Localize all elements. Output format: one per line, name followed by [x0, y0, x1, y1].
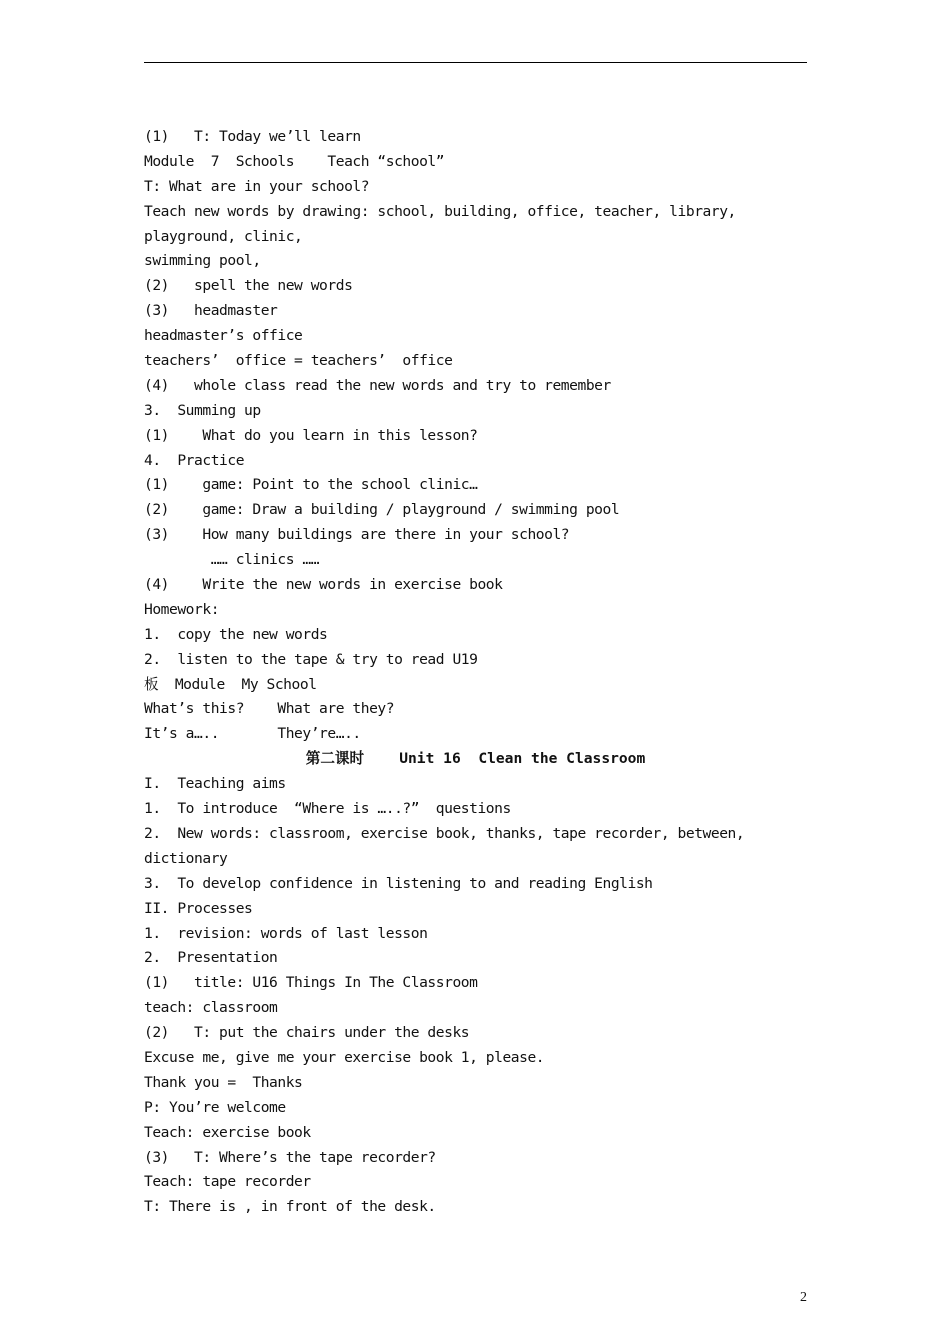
text-line: 2. listen to the tape & try to read U19	[144, 650, 478, 668]
text-line: 4. Practice	[144, 451, 245, 469]
text-line: Teach new words by drawing: school, building, office, teacher, library,	[144, 202, 736, 220]
text-line: 1. revision: words of last lesson	[144, 924, 428, 942]
text-line: 3. Summing up	[144, 401, 261, 419]
text-line: (1) game: Point to the school clinic…	[144, 476, 478, 494]
document-body	[144, 125, 807, 1220]
text-line: 3. To develop confidence in listening to and reading English	[144, 874, 653, 892]
text-line: swimming pool,	[144, 252, 261, 270]
text-line: I. Teaching aims	[144, 775, 286, 793]
text-line: Excuse me, give me your exercise book 1, please.	[144, 1048, 545, 1066]
text-line: teachers’ office = teachers’ office	[144, 352, 453, 370]
text-line: Homework:	[144, 600, 220, 618]
text-line: (1) title: U16 Things In The Classroom	[144, 974, 478, 992]
text-line: II. Processes	[144, 899, 253, 917]
text-line: (1) T: Today we’ll learn	[144, 128, 361, 145]
text-line: …… clinics ……	[144, 551, 320, 569]
header-rule	[144, 62, 807, 63]
text-line: T: There is , in front of the desk.	[144, 1198, 436, 1216]
text-line: Teach: tape recorder	[144, 1173, 311, 1191]
text-line: Module 7 Schools Teach “school”	[144, 152, 445, 170]
text-line: What’s this? What are they?	[144, 700, 395, 718]
text-line: (2) spell the new words	[144, 277, 353, 295]
text-line: 板 Module My School	[144, 675, 317, 693]
text-line: (2) T: put the chairs under the desks	[144, 1024, 470, 1042]
text-line: (3) headmaster	[144, 302, 278, 320]
text-line: It’s a….. They’re…..	[144, 725, 361, 743]
section-heading: 第二课时 Unit 16 Clean the Classroom	[305, 750, 646, 768]
text-line: T: What are in your school?	[144, 177, 370, 195]
text-line: (4) whole class read the new words and try to remember	[144, 376, 611, 394]
text-line: (2) game: Draw a building / playground / swimming pool	[144, 501, 620, 519]
text-line: 1. To introduce “Where is …..?” questions	[144, 800, 511, 818]
text-line: 2. Presentation	[144, 949, 278, 967]
text-line: teach: classroom	[144, 999, 278, 1017]
text-line: playground, clinic,	[144, 227, 303, 245]
text-line: 2. New words: classroom, exercise book, thanks, tape recorder, between,	[144, 824, 745, 842]
text-line: (4) Write the new words in exercise book	[144, 576, 503, 594]
text-line: (1) What do you learn in this lesson?	[144, 426, 478, 444]
text-line: headmaster’s office	[144, 327, 303, 345]
text-line: P: You’re welcome	[144, 1098, 286, 1116]
text-line: (3) T: Where’s the tape recorder?	[144, 1148, 436, 1166]
text-line: Teach: exercise book	[144, 1123, 311, 1141]
text-line: dictionary	[144, 849, 228, 867]
page-number: 2	[800, 1290, 807, 1305]
text-line: 1. copy the new words	[144, 625, 328, 643]
text-line: Thank you = Thanks	[144, 1073, 303, 1091]
text-line: (3) How many buildings are there in your school?	[144, 526, 570, 544]
